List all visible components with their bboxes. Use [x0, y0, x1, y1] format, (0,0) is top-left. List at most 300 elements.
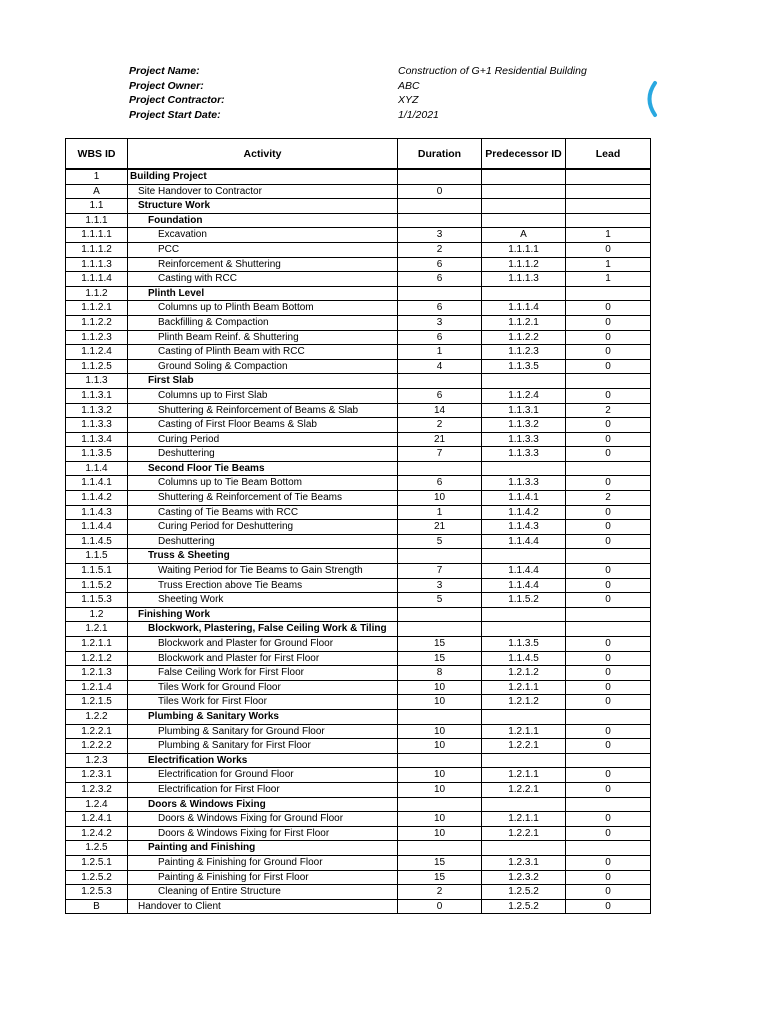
wbs-id-cell: 1.2.4	[66, 797, 128, 812]
predecessor-cell: 1.1.1.4	[482, 301, 566, 316]
table-header-row	[66, 139, 651, 170]
activity-cell: PCC	[128, 242, 398, 257]
wbs-id-cell: 1.1.1.4	[66, 272, 128, 287]
duration-cell: 21	[398, 520, 482, 535]
predecessor-cell: 1.1.3.5	[482, 637, 566, 652]
activity-cell: Site Handover to Contractor	[128, 184, 398, 199]
predecessor-cell: 1.2.3.1	[482, 855, 566, 870]
lead-cell: 1	[566, 272, 651, 287]
activity-cell: Plinth Beam Reinf. & Shuttering	[128, 330, 398, 345]
duration-cell	[398, 461, 482, 476]
lead-cell: 0	[566, 564, 651, 579]
duration-cell: 6	[398, 388, 482, 403]
header-duration: Duration	[398, 139, 482, 170]
predecessor-cell: 1.1.4.4	[482, 564, 566, 579]
predecessor-cell	[482, 213, 566, 228]
wbs-id-cell: 1.1.3.4	[66, 432, 128, 447]
predecessor-cell	[482, 797, 566, 812]
wbs-id-cell: 1.2.4.1	[66, 812, 128, 827]
lead-cell: 2	[566, 491, 651, 506]
project-owner-label: Project Owner:	[129, 79, 204, 92]
project-info	[129, 65, 649, 124]
wbs-id-cell: 1.1.1	[66, 213, 128, 228]
predecessor-cell: 1.1.3.2	[482, 418, 566, 433]
activity-cell: First Slab	[128, 374, 398, 389]
wbs-id-cell: 1.2.2.1	[66, 724, 128, 739]
project-owner-row	[129, 80, 649, 95]
table-row	[66, 593, 651, 608]
duration-cell: 1	[398, 505, 482, 520]
lead-cell	[566, 797, 651, 812]
predecessor-cell: 1.2.5.2	[482, 899, 566, 914]
duration-cell: 10	[398, 739, 482, 754]
duration-cell: 10	[398, 812, 482, 827]
duration-cell: 5	[398, 534, 482, 549]
predecessor-cell: 1.1.3.3	[482, 432, 566, 447]
duration-cell: 15	[398, 855, 482, 870]
activity-cell: Cleaning of Entire Structure	[128, 885, 398, 900]
activity-cell: Curing Period	[128, 432, 398, 447]
activity-cell: Shuttering & Reinforcement of Tie Beams	[128, 491, 398, 506]
predecessor-cell: 1.1.5.2	[482, 593, 566, 608]
decorative-arc-icon	[640, 79, 674, 119]
activity-cell: Deshuttering	[128, 447, 398, 462]
table-row	[66, 753, 651, 768]
predecessor-cell: 1.1.3.3	[482, 447, 566, 462]
wbs-id-cell: 1.2.4.2	[66, 826, 128, 841]
lead-cell	[566, 709, 651, 724]
activity-cell: Doors & Windows Fixing for First Floor	[128, 826, 398, 841]
wbs-id-cell: 1.1.2	[66, 286, 128, 301]
lead-cell: 0	[566, 826, 651, 841]
wbs-id-cell: 1.1.3.1	[66, 388, 128, 403]
wbs-id-cell: 1.1.5.3	[66, 593, 128, 608]
lead-cell: 0	[566, 855, 651, 870]
duration-cell: 15	[398, 651, 482, 666]
wbs-id-cell: A	[66, 184, 128, 199]
table-row	[66, 374, 651, 389]
activity-cell: Plumbing & Sanitary Works	[128, 709, 398, 724]
predecessor-cell	[482, 841, 566, 856]
lead-cell	[566, 213, 651, 228]
table-row	[66, 476, 651, 491]
lead-cell: 0	[566, 476, 651, 491]
duration-cell	[398, 709, 482, 724]
duration-cell: 7	[398, 564, 482, 579]
duration-cell: 10	[398, 724, 482, 739]
activity-cell: Finishing Work	[128, 607, 398, 622]
duration-cell: 3	[398, 228, 482, 243]
table-row	[66, 709, 651, 724]
lead-cell: 0	[566, 388, 651, 403]
activity-cell: Sheeting Work	[128, 593, 398, 608]
activity-cell: Building Project	[128, 169, 398, 184]
activity-cell: Blockwork and Plaster for Ground Floor	[128, 637, 398, 652]
duration-cell: 0	[398, 184, 482, 199]
duration-cell	[398, 169, 482, 184]
duration-cell	[398, 199, 482, 214]
wbs-id-cell: 1.1.3.2	[66, 403, 128, 418]
duration-cell: 2	[398, 242, 482, 257]
predecessor-cell	[482, 286, 566, 301]
activity-cell: Ground Soling & Compaction	[128, 359, 398, 374]
table-row	[66, 505, 651, 520]
table-row	[66, 447, 651, 462]
duration-cell: 8	[398, 666, 482, 681]
lead-cell: 0	[566, 330, 651, 345]
lead-cell	[566, 286, 651, 301]
table-row	[66, 841, 651, 856]
activity-cell: Electrification for Ground Floor	[128, 768, 398, 783]
lead-cell	[566, 184, 651, 199]
predecessor-cell: 1.1.4.4	[482, 578, 566, 593]
activity-cell: Tiles Work for Ground Floor	[128, 680, 398, 695]
activity-cell: Casting of First Floor Beams & Slab	[128, 418, 398, 433]
predecessor-cell: 1.1.2.2	[482, 330, 566, 345]
predecessor-cell	[482, 709, 566, 724]
table-row	[66, 213, 651, 228]
lead-cell: 0	[566, 739, 651, 754]
project-owner-value: ABC	[398, 79, 420, 92]
predecessor-cell: 1.1.3.5	[482, 359, 566, 374]
duration-cell: 6	[398, 476, 482, 491]
duration-cell: 10	[398, 680, 482, 695]
table-row	[66, 418, 651, 433]
wbs-id-cell: 1.1.2.3	[66, 330, 128, 345]
activity-cell: Reinforcement & Shuttering	[128, 257, 398, 272]
wbs-schedule-table	[65, 138, 651, 914]
duration-cell	[398, 753, 482, 768]
predecessor-cell: 1.2.5.2	[482, 885, 566, 900]
table-row	[66, 724, 651, 739]
duration-cell: 7	[398, 447, 482, 462]
duration-cell: 10	[398, 826, 482, 841]
table-row	[66, 885, 651, 900]
lead-cell: 0	[566, 724, 651, 739]
duration-cell: 1	[398, 345, 482, 360]
table-row	[66, 184, 651, 199]
wbs-id-cell: 1.2.1.5	[66, 695, 128, 710]
predecessor-cell: 1.2.2.1	[482, 826, 566, 841]
activity-cell: Truss & Sheeting	[128, 549, 398, 564]
predecessor-cell: 1.2.1.1	[482, 812, 566, 827]
table-row	[66, 301, 651, 316]
predecessor-cell	[482, 374, 566, 389]
wbs-id-cell: 1.2.5.1	[66, 855, 128, 870]
predecessor-cell: 1.1.4.3	[482, 520, 566, 535]
activity-cell: Plumbing & Sanitary for First Floor	[128, 739, 398, 754]
predecessor-cell: A	[482, 228, 566, 243]
table-row	[66, 257, 651, 272]
table-row	[66, 637, 651, 652]
lead-cell: 0	[566, 418, 651, 433]
table-row	[66, 345, 651, 360]
table-row	[66, 315, 651, 330]
duration-cell: 10	[398, 491, 482, 506]
table-row	[66, 695, 651, 710]
project-start-value: 1/1/2021	[398, 109, 439, 122]
predecessor-cell: 1.2.2.1	[482, 782, 566, 797]
lead-cell: 0	[566, 695, 651, 710]
predecessor-cell	[482, 549, 566, 564]
activity-cell: Blockwork, Plastering, False Ceiling Work & Tiling	[128, 622, 398, 637]
predecessor-cell	[482, 622, 566, 637]
duration-cell: 3	[398, 315, 482, 330]
wbs-id-cell: 1.1.5	[66, 549, 128, 564]
table-row	[66, 622, 651, 637]
lead-cell	[566, 549, 651, 564]
lead-cell: 0	[566, 637, 651, 652]
table-row	[66, 491, 651, 506]
header-lead: Lead	[566, 139, 651, 170]
wbs-id-cell: 1.2.2.2	[66, 739, 128, 754]
table-row	[66, 461, 651, 476]
activity-cell: Doors & Windows Fixing	[128, 797, 398, 812]
duration-cell	[398, 286, 482, 301]
predecessor-cell	[482, 607, 566, 622]
wbs-id-cell: 1.2.1.1	[66, 637, 128, 652]
table-row	[66, 169, 651, 184]
project-name-value: Construction of G+1 Residential Building	[398, 65, 587, 77]
activity-cell: Columns up to First Slab	[128, 388, 398, 403]
activity-cell: Painting and Finishing	[128, 841, 398, 856]
duration-cell: 3	[398, 578, 482, 593]
project-name-label: Project Name:	[129, 65, 200, 77]
predecessor-cell: 1.1.3.1	[482, 403, 566, 418]
activity-cell: Foundation	[128, 213, 398, 228]
table-row	[66, 680, 651, 695]
table-row	[66, 855, 651, 870]
predecessor-cell: 1.1.4.1	[482, 491, 566, 506]
lead-cell	[566, 461, 651, 476]
duration-cell: 6	[398, 330, 482, 345]
activity-cell: Casting of Plinth Beam with RCC	[128, 345, 398, 360]
activity-cell: Painting & Finishing for Ground Floor	[128, 855, 398, 870]
lead-cell: 0	[566, 578, 651, 593]
activity-cell: Excavation	[128, 228, 398, 243]
duration-cell: 10	[398, 768, 482, 783]
wbs-id-cell: 1.2.5.2	[66, 870, 128, 885]
duration-cell	[398, 797, 482, 812]
table-row	[66, 768, 651, 783]
wbs-id-cell: 1.1.3.3	[66, 418, 128, 433]
wbs-id-cell: 1.1.4.5	[66, 534, 128, 549]
activity-cell: Doors & Windows Fixing for Ground Floor	[128, 812, 398, 827]
predecessor-cell: 1.2.1.2	[482, 666, 566, 681]
activity-cell: Columns up to Plinth Beam Bottom	[128, 301, 398, 316]
lead-cell: 0	[566, 870, 651, 885]
predecessor-cell: 1.1.1.2	[482, 257, 566, 272]
lead-cell: 0	[566, 301, 651, 316]
duration-cell: 2	[398, 885, 482, 900]
duration-cell: 4	[398, 359, 482, 374]
lead-cell: 0	[566, 447, 651, 462]
lead-cell: 0	[566, 680, 651, 695]
wbs-id-cell: 1.1.3.5	[66, 447, 128, 462]
project-contractor-row	[129, 94, 649, 109]
table-row	[66, 534, 651, 549]
table-row	[66, 228, 651, 243]
predecessor-cell: 1.1.2.4	[482, 388, 566, 403]
wbs-id-cell: 1.1.4	[66, 461, 128, 476]
project-start-row	[129, 109, 649, 124]
project-name-row	[129, 65, 649, 80]
duration-cell: 14	[398, 403, 482, 418]
predecessor-cell: 1.1.1.3	[482, 272, 566, 287]
wbs-id-cell: 1.2.3	[66, 753, 128, 768]
wbs-id-cell: 1.1.1.1	[66, 228, 128, 243]
activity-cell: Backfilling & Compaction	[128, 315, 398, 330]
activity-cell: Waiting Period for Tie Beams to Gain Strength	[128, 564, 398, 579]
table-row	[66, 330, 651, 345]
wbs-id-cell: 1.1.3	[66, 374, 128, 389]
table-row	[66, 432, 651, 447]
wbs-id-cell: 1.2.3.1	[66, 768, 128, 783]
table-row	[66, 651, 651, 666]
duration-cell	[398, 607, 482, 622]
lead-cell: 0	[566, 593, 651, 608]
duration-cell: 6	[398, 257, 482, 272]
table-row	[66, 520, 651, 535]
table-row	[66, 607, 651, 622]
lead-cell: 0	[566, 345, 651, 360]
header-predecessor-id: Predecessor ID	[482, 139, 566, 170]
duration-cell: 21	[398, 432, 482, 447]
wbs-id-cell: 1.1.4.1	[66, 476, 128, 491]
wbs-id-cell: B	[66, 899, 128, 914]
wbs-id-cell: 1.2.5	[66, 841, 128, 856]
lead-cell: 0	[566, 534, 651, 549]
activity-cell: Painting & Finishing for First Floor	[128, 870, 398, 885]
lead-cell: 1	[566, 228, 651, 243]
predecessor-cell: 1.1.4.2	[482, 505, 566, 520]
activity-cell: Curing Period for Deshuttering	[128, 520, 398, 535]
table-row	[66, 564, 651, 579]
wbs-id-cell: 1.1.2.1	[66, 301, 128, 316]
wbs-id-cell: 1.1.4.4	[66, 520, 128, 535]
duration-cell: 2	[398, 418, 482, 433]
activity-cell: Casting with RCC	[128, 272, 398, 287]
duration-cell: 15	[398, 870, 482, 885]
wbs-id-cell: 1.2.1.3	[66, 666, 128, 681]
predecessor-cell: 1.2.1.1	[482, 724, 566, 739]
lead-cell: 0	[566, 899, 651, 914]
predecessor-cell: 1.2.3.2	[482, 870, 566, 885]
predecessor-cell: 1.1.3.3	[482, 476, 566, 491]
predecessor-cell	[482, 753, 566, 768]
duration-cell	[398, 549, 482, 564]
activity-cell: Electrification Works	[128, 753, 398, 768]
wbs-id-cell: 1.2.1.4	[66, 680, 128, 695]
wbs-id-cell: 1.2.2	[66, 709, 128, 724]
table-body	[66, 169, 651, 914]
activity-cell: Electrification for First Floor	[128, 782, 398, 797]
activity-cell: Casting of Tie Beams with RCC	[128, 505, 398, 520]
table-row	[66, 578, 651, 593]
table-row	[66, 286, 651, 301]
wbs-id-cell: 1.1.2.2	[66, 315, 128, 330]
predecessor-cell: 1.1.2.3	[482, 345, 566, 360]
duration-cell	[398, 841, 482, 856]
header-activity: Activity	[128, 139, 398, 170]
predecessor-cell: 1.1.2.1	[482, 315, 566, 330]
wbs-id-cell: 1.2.3.2	[66, 782, 128, 797]
table-row	[66, 797, 651, 812]
wbs-id-cell: 1.1.5.1	[66, 564, 128, 579]
lead-cell: 0	[566, 242, 651, 257]
lead-cell	[566, 607, 651, 622]
duration-cell	[398, 374, 482, 389]
table-row	[66, 388, 651, 403]
project-start-label: Project Start Date:	[129, 109, 221, 122]
predecessor-cell: 1.2.2.1	[482, 739, 566, 754]
lead-cell: 0	[566, 812, 651, 827]
duration-cell: 10	[398, 695, 482, 710]
predecessor-cell	[482, 169, 566, 184]
table-row	[66, 549, 651, 564]
predecessor-cell	[482, 184, 566, 199]
wbs-id-cell: 1.1.1.2	[66, 242, 128, 257]
table-row	[66, 359, 651, 374]
lead-cell	[566, 374, 651, 389]
table-row	[66, 272, 651, 287]
table-row	[66, 870, 651, 885]
wbs-id-cell: 1.2.1	[66, 622, 128, 637]
wbs-id-cell: 1	[66, 169, 128, 184]
duration-cell: 6	[398, 301, 482, 316]
activity-cell: Deshuttering	[128, 534, 398, 549]
lead-cell: 0	[566, 520, 651, 535]
table-row	[66, 666, 651, 681]
table-row	[66, 403, 651, 418]
table-row	[66, 242, 651, 257]
activity-cell: Tiles Work for First Floor	[128, 695, 398, 710]
duration-cell: 6	[398, 272, 482, 287]
predecessor-cell: 1.1.4.4	[482, 534, 566, 549]
lead-cell: 0	[566, 782, 651, 797]
lead-cell: 0	[566, 666, 651, 681]
table-row	[66, 826, 651, 841]
lead-cell: 0	[566, 505, 651, 520]
predecessor-cell: 1.2.1.1	[482, 680, 566, 695]
table-row	[66, 199, 651, 214]
lead-cell	[566, 169, 651, 184]
wbs-id-cell: 1.1.4.3	[66, 505, 128, 520]
activity-cell: Truss Erection above Tie Beams	[128, 578, 398, 593]
lead-cell	[566, 841, 651, 856]
lead-cell: 0	[566, 359, 651, 374]
lead-cell	[566, 622, 651, 637]
predecessor-cell	[482, 461, 566, 476]
wbs-id-cell: 1.1.1.3	[66, 257, 128, 272]
wbs-id-cell: 1.1.4.2	[66, 491, 128, 506]
predecessor-cell: 1.2.1.1	[482, 768, 566, 783]
header-wbs-id: WBS ID	[66, 139, 128, 170]
wbs-id-cell: 1.1	[66, 199, 128, 214]
duration-cell: 5	[398, 593, 482, 608]
table-row	[66, 812, 651, 827]
duration-cell: 10	[398, 782, 482, 797]
activity-cell: Second Floor Tie Beams	[128, 461, 398, 476]
predecessor-cell	[482, 199, 566, 214]
predecessor-cell: 1.2.1.2	[482, 695, 566, 710]
lead-cell: 2	[566, 403, 651, 418]
lead-cell: 0	[566, 315, 651, 330]
activity-cell: False Ceiling Work for First Floor	[128, 666, 398, 681]
activity-cell: Handover to Client	[128, 899, 398, 914]
table-row	[66, 739, 651, 754]
wbs-id-cell: 1.2	[66, 607, 128, 622]
